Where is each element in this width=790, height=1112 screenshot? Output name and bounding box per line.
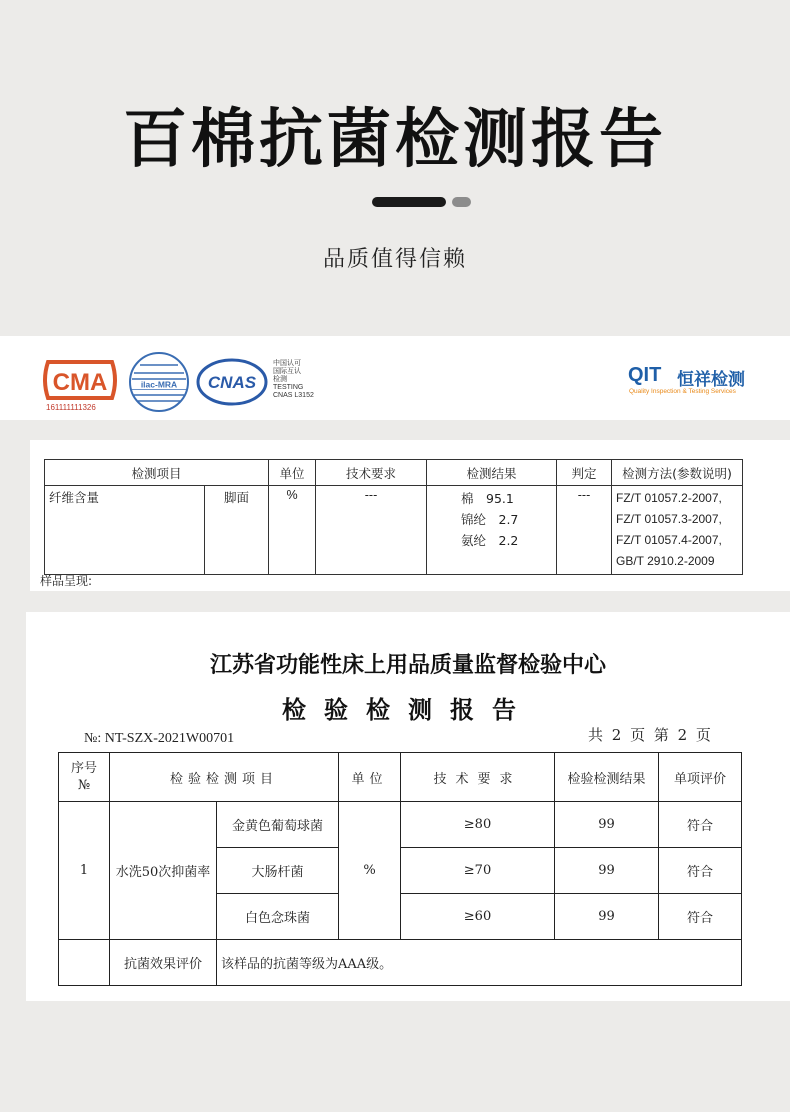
summary-label: 抗菌效果评价: [110, 940, 217, 986]
header-requirement: 技术要求: [401, 753, 555, 802]
cma-number: 161111111326: [46, 403, 96, 412]
header-unit: 单位: [269, 460, 316, 486]
report-number: №: NT-SZX-2021W00701: [84, 731, 235, 746]
header-evaluation: 单项评价: [659, 753, 742, 802]
cma-logo-text: CMA: [52, 369, 108, 396]
cell-unit: %: [339, 802, 401, 940]
report-pages: 共 2 页 第 2 页: [588, 726, 713, 744]
page-title: 百棉抗菌检测报告: [123, 103, 667, 177]
header-unit: 单位: [339, 753, 401, 802]
cell-judgement: ---: [557, 486, 612, 575]
cell-evaluation: 符合: [659, 894, 742, 940]
page-subtitle: 品质值得信赖: [322, 247, 467, 272]
cell-requirement: ≥70: [401, 848, 555, 894]
header-result: 检测结果: [427, 460, 557, 486]
qit-brand: QIT: [628, 364, 662, 386]
header-judgement: 判定: [557, 460, 612, 486]
cell-seq: 1: [59, 802, 110, 940]
result-nylon: 锦纶 2.7: [461, 512, 519, 527]
fiber-content-card: [30, 440, 790, 591]
cell-requirement: ---: [316, 486, 427, 575]
cell-unit: %: [269, 486, 316, 575]
cell-requirement: ≥60: [401, 894, 555, 940]
header-method: 检测方法(参数说明): [612, 460, 743, 486]
cnas-logo-text: CNAS: [207, 373, 257, 392]
table-row: [45, 486, 743, 575]
header-result: 检验检测结果: [555, 753, 659, 802]
result-cotton: 棉 95.1: [461, 491, 514, 506]
divider-dark: [372, 197, 446, 207]
sample-label: 样品呈现:: [40, 574, 93, 588]
qit-name: 恒祥检测: [677, 370, 745, 390]
header-item: 检验检测项目: [110, 753, 339, 802]
test-report-card: [26, 612, 790, 1001]
cell-evaluation: 符合: [659, 802, 742, 848]
summary-text: 该样品的抗菌等级为AAA级。: [217, 940, 742, 986]
table-header-row: [59, 753, 742, 802]
table-row: [59, 802, 742, 848]
cell-results: [427, 486, 557, 575]
cell-evaluation: 符合: [659, 848, 742, 894]
cell-bacteria: 白色念珠菌: [217, 894, 339, 940]
cell-methods: FZ/T 01057.2-2007, FZ/T 01057.3-2007, FZ/T 01057.4-2007, GB/T 2910.2-2009: [612, 486, 743, 575]
ilac-mra-logo-icon: [128, 351, 190, 413]
cell-result: 99: [555, 848, 659, 894]
cnas-logo-icon: [196, 358, 268, 406]
qit-tagline: Quality Inspection & Testing Services: [629, 388, 736, 395]
header-item: 检测项目: [45, 460, 269, 486]
summary-row: [59, 940, 742, 986]
cnas-caption: 中国认可 国际互认 检测 TESTING CNAS L3152: [273, 360, 314, 399]
table-header-row: [45, 460, 743, 486]
report-title: 检验检测报告: [282, 695, 534, 724]
header-requirement: 技术要求: [316, 460, 427, 486]
certification-logos: [0, 336, 790, 420]
result-spandex: 氨纶 2.2: [461, 533, 519, 548]
antibacterial-table: [58, 752, 742, 986]
cell-result: 99: [555, 802, 659, 848]
cell-bacteria: 大肠杆菌: [217, 848, 339, 894]
cell-requirement: ≥80: [401, 802, 555, 848]
cell-item: 纤维含量: [45, 486, 205, 575]
cell-group: 水洗50次抑菌率: [110, 802, 217, 940]
cell-part: 脚面: [205, 486, 269, 575]
cell-bacteria: 金黄色葡萄球菌: [217, 802, 339, 848]
divider-light: [452, 197, 471, 207]
header-seq: 序号 №: [59, 753, 110, 802]
report-organization: 江苏省功能性床上用品质量监督检验中心: [209, 652, 606, 678]
ilac-logo-text: ilac-MRA: [140, 379, 178, 390]
cell-result: 99: [555, 894, 659, 940]
fiber-content-table: [44, 459, 743, 575]
